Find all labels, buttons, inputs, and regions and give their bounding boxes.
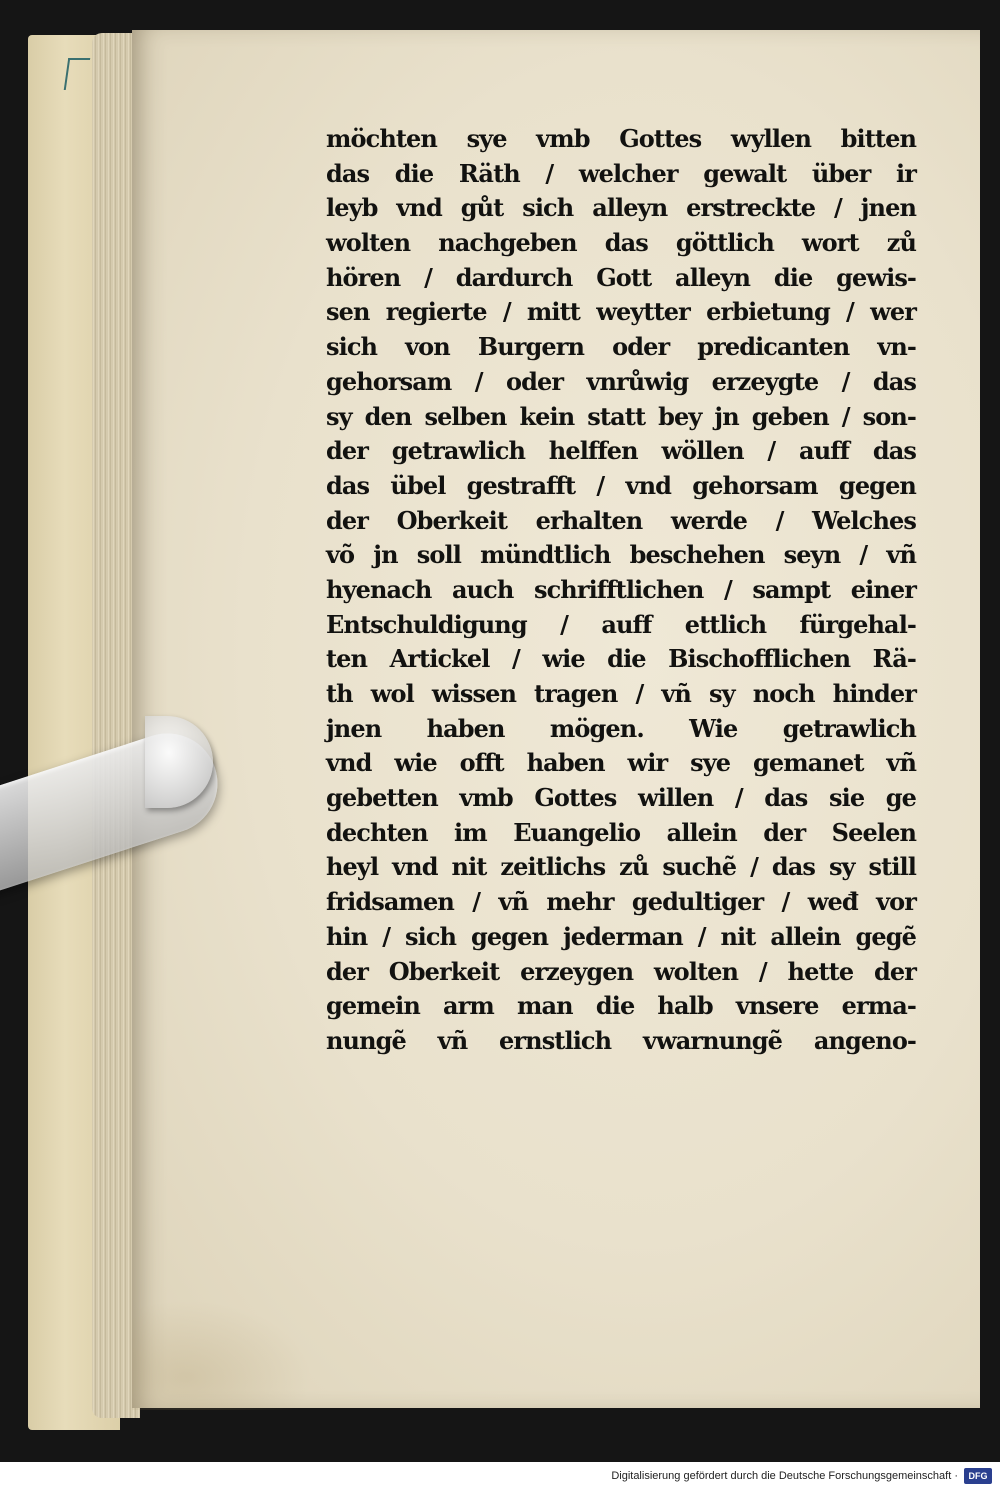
text-line: der Oberkeit erhalten werde / Welches — [326, 505, 916, 535]
text-line: hyenach auch schrifftlichen / sampt einer — [326, 574, 916, 604]
text-line: heyl vnd nit zeitlichs zů suchẽ / das sy still — [326, 852, 916, 882]
text-line: das die Räth / welcher gewalt über ir — [326, 158, 916, 188]
text-line: wolten nachgeben das göttlich wort zů — [326, 228, 916, 258]
text-line: ten Artickel / wie die Bischofflichen Rä- — [326, 644, 916, 674]
page-stain — [132, 1300, 312, 1410]
text-line: der Oberkeit erzeygen wolten / hette der — [326, 956, 916, 986]
text-line: leyb vnd gůt sich alleyn erstreckte / jnen — [326, 193, 916, 223]
footer-bar — [0, 1462, 1000, 1491]
text-line: sen regierte / mitt weytter erbietung / wer — [326, 297, 916, 327]
footer-credit: Digitalisierung gefördert durch die Deutsche Forschungsgemeinschaft · — [611, 1470, 958, 1482]
text-line: sy den selben kein statt bey jn geben / son- — [326, 401, 916, 431]
text-line: gehorsam / oder vnrůwig erzeygte / das — [326, 366, 916, 396]
dfg-logo: DFG — [964, 1468, 992, 1484]
text-line: möchten sye vmb Gottes wyllen bitten — [326, 124, 916, 153]
cover-mark — [64, 58, 90, 90]
text-line: nungẽ vñ ernstlich vwarnungẽ angeno- — [326, 1025, 916, 1055]
text-line: hin / sich gegen jederman / nit allein gegẽ — [326, 921, 916, 951]
text-line: jnen haben mögen. Wie getrawlich — [326, 713, 916, 743]
text-line: gebetten vmb Gottes willen / das sie ge — [326, 783, 916, 813]
text-line: th wol wissen tragen / vñ sy noch hinder — [326, 679, 916, 708]
text-line: das übel gestrafft / vnd gehorsam gegen — [326, 470, 916, 500]
text-line: fridsamen / vñ mehr gedultiger / weđ vor — [326, 887, 916, 917]
page-text — [326, 122, 916, 1059]
text-line: hören / dardurch Gott alleyn die gewis- — [326, 262, 916, 292]
text-line: gemein arm man die halb vnsere erma- — [326, 991, 916, 1021]
text-line: vnd wie offt haben wir sye gemanet vñ — [326, 748, 916, 778]
text-line: Entschuldigung / auff ettlich fürgehal- — [326, 609, 916, 639]
text-line: der getrawlich helffen wöllen / auff das — [326, 436, 916, 466]
text-line: dechten im Euangelio allein der Seelen — [326, 817, 916, 847]
text-line: võ jn soll mündtlich beschehen seyn / vñ — [326, 540, 916, 570]
text-line: sich von Burgern oder predicanten vn- — [326, 332, 916, 362]
